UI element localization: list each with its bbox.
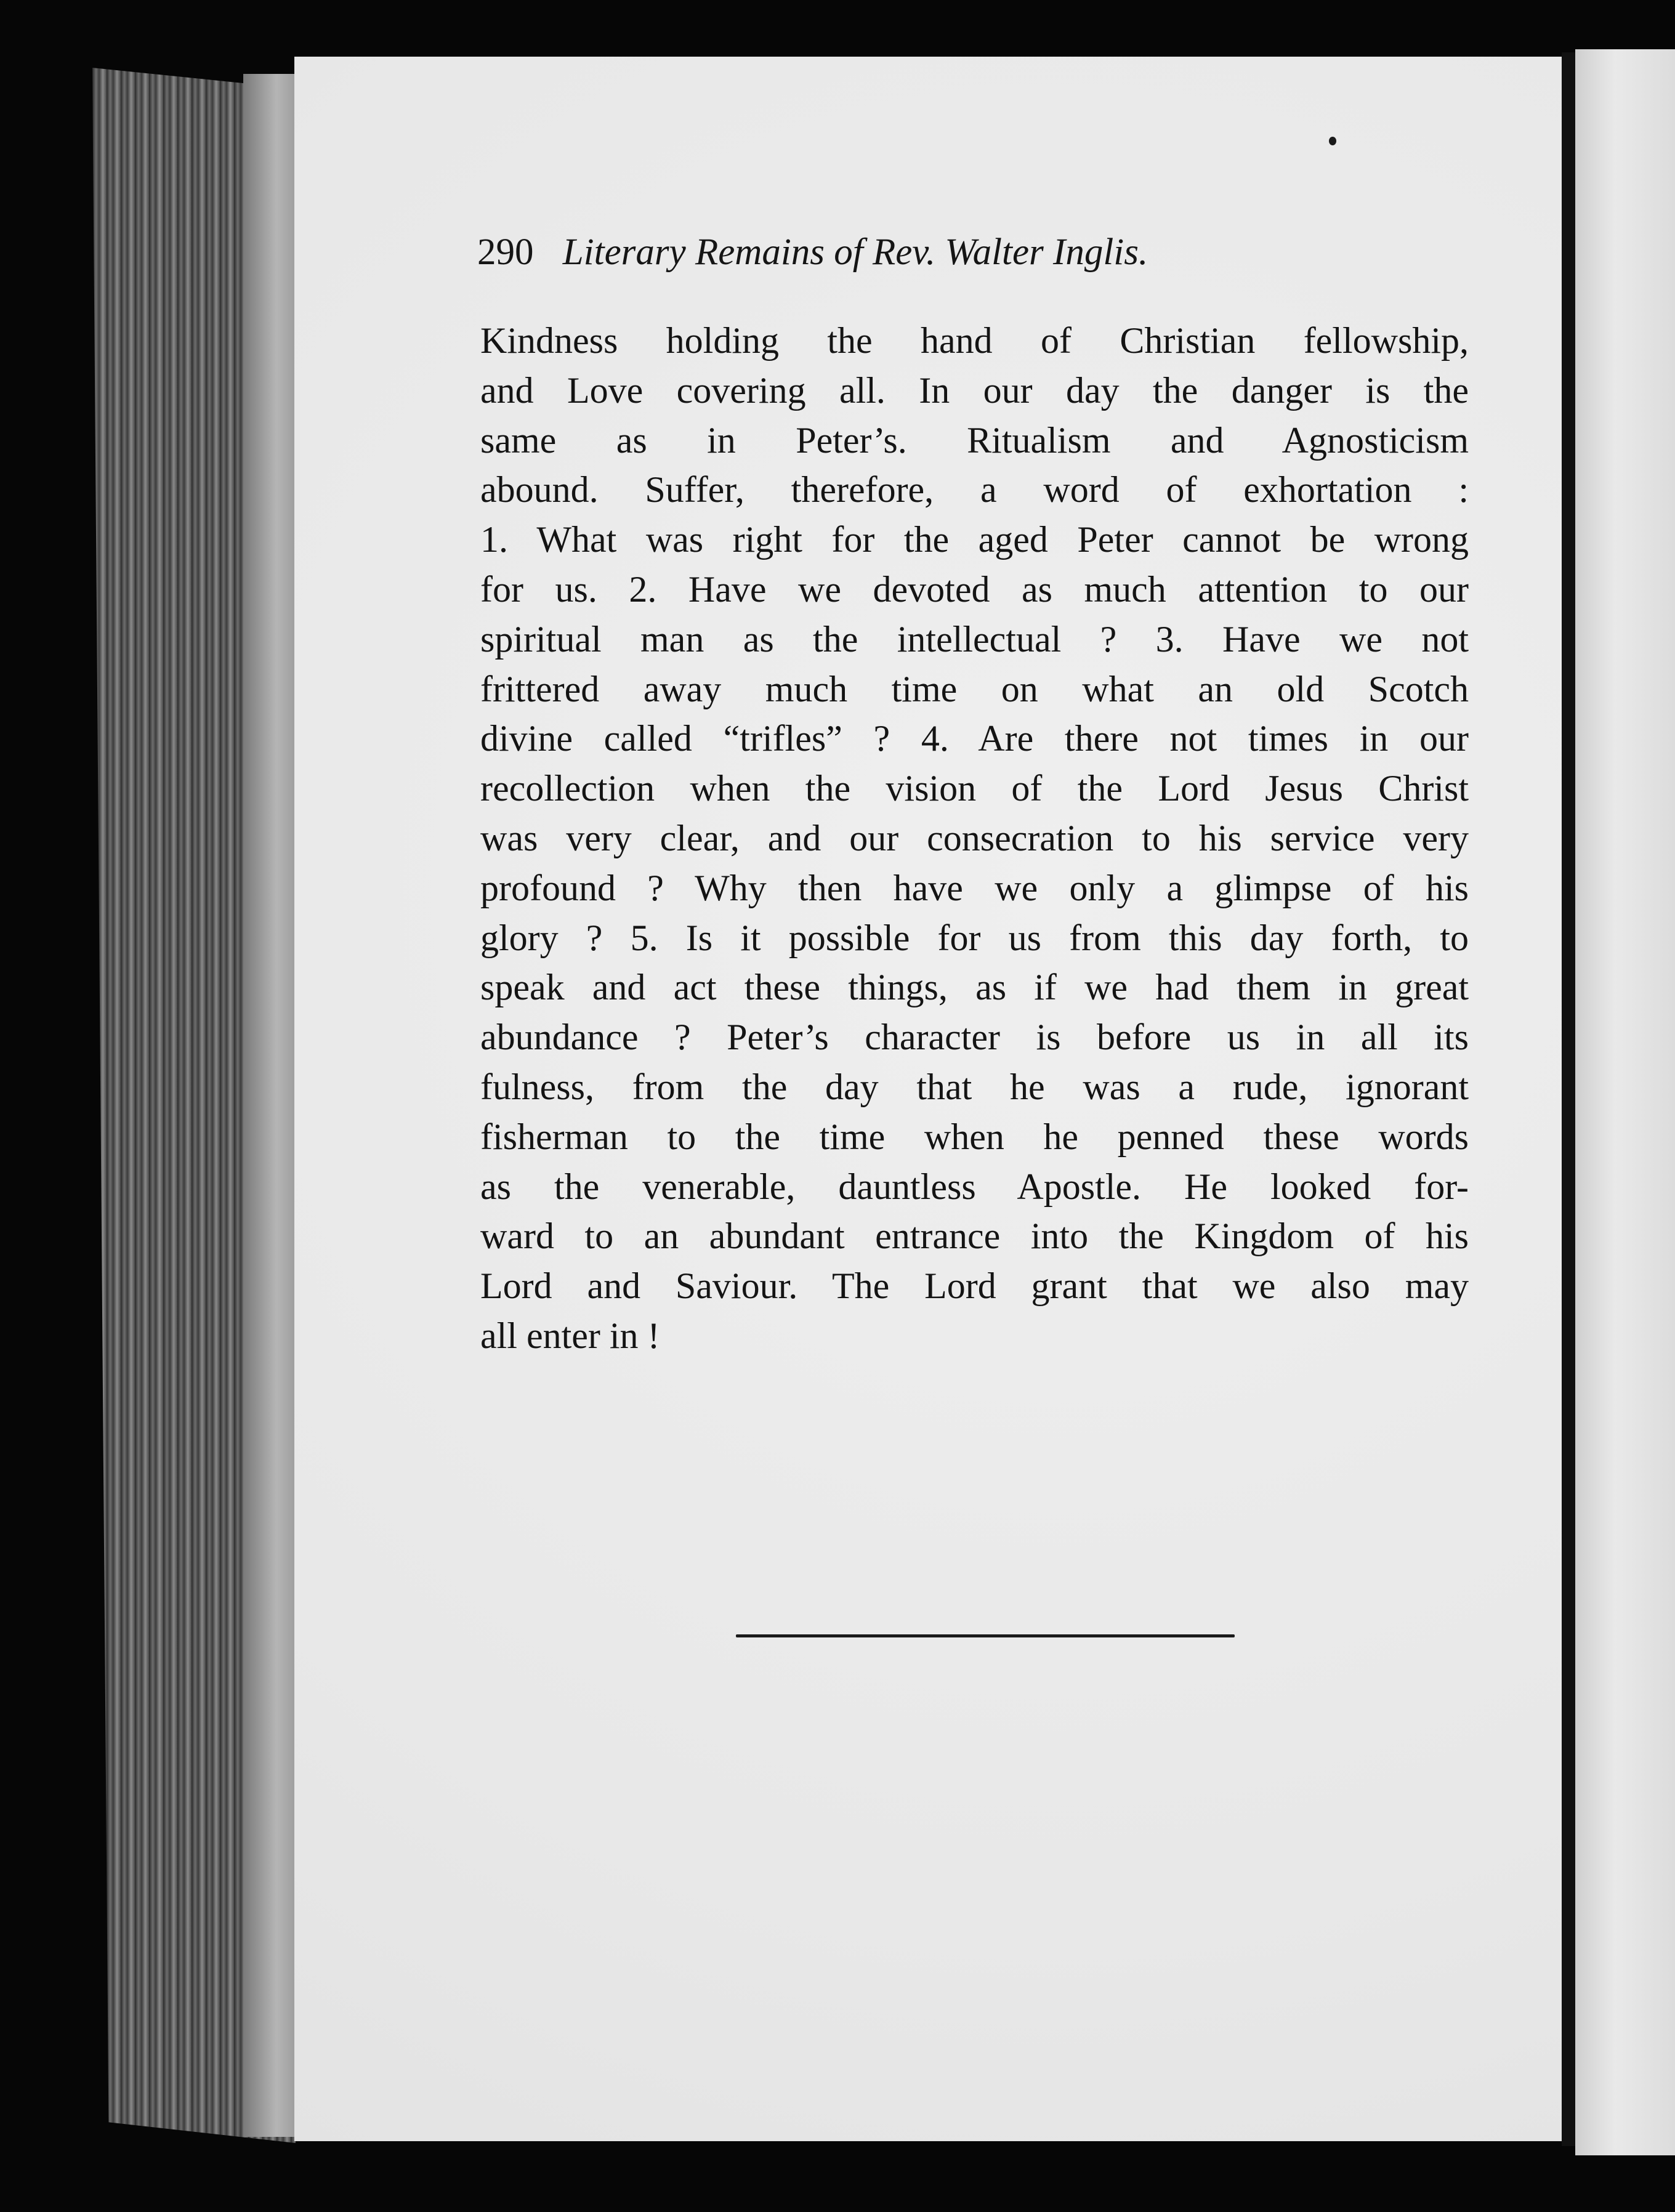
text-line: frittered away much time on what an old Scotch xyxy=(480,668,1469,709)
running-head-title: Literary Remains of Rev. Walter Inglis. xyxy=(562,232,1148,273)
text-line: fisherman to the time when he penned these words xyxy=(480,1116,1469,1157)
text-line: for us. 2. Have we devoted as much attention to our xyxy=(480,568,1469,610)
text-line: speak and act these things, as if we had them in great xyxy=(480,967,1469,1008)
text-line: spiritual man as the intellectual ? 3. Have we not xyxy=(480,618,1469,660)
text-line: abundance ? Peter’s character is before us in all its xyxy=(480,1017,1469,1058)
text-line: Lord and Saviour. The Lord grant that we also may xyxy=(480,1265,1469,1307)
text-line: profound ? Why then have we only a glimpse of his xyxy=(480,867,1469,908)
text-line: as the venerable, dauntless Apostle. He looked for- xyxy=(480,1166,1469,1207)
text-line: and Love covering all. In our day the danger is the xyxy=(480,369,1469,411)
text-line: was very clear, and our consecration to his service very xyxy=(480,817,1469,858)
text-line-last: all enter in ! xyxy=(480,1315,660,1356)
text-line: abound. Suffer, therefore, a word of exhortation : xyxy=(480,469,1469,511)
body-text xyxy=(480,316,1469,1361)
text-line: divine called “trifles” ? 4. Are there not times in our xyxy=(480,718,1469,759)
text-line: glory ? 5. Is it possible for us from this day forth, to xyxy=(480,917,1469,958)
gutter-shadow xyxy=(1562,52,1575,2146)
running-head xyxy=(477,231,1352,274)
page-number: 290 xyxy=(477,232,534,273)
section-end-rule xyxy=(736,1634,1235,1637)
text-line: recollection when the vision of the Lord Jesus Christ xyxy=(480,768,1469,809)
dust-speck xyxy=(1329,137,1336,145)
text-line: fulness, from the day that he was a rude, ignorant xyxy=(480,1066,1469,1107)
text-line: Kindness holding the hand of Christian fellowship, xyxy=(480,320,1469,361)
facing-page-edge xyxy=(1575,49,1675,2155)
text-line: same as in Peter’s. Ritualism and Agnosticism xyxy=(480,419,1469,461)
book-page-edges-highlight xyxy=(243,74,299,2137)
text-line: ward to an abundant entrance into the Kingdom of his xyxy=(480,1216,1469,1257)
text-line: 1. What was right for the aged Peter cannot be wrong xyxy=(480,519,1469,560)
